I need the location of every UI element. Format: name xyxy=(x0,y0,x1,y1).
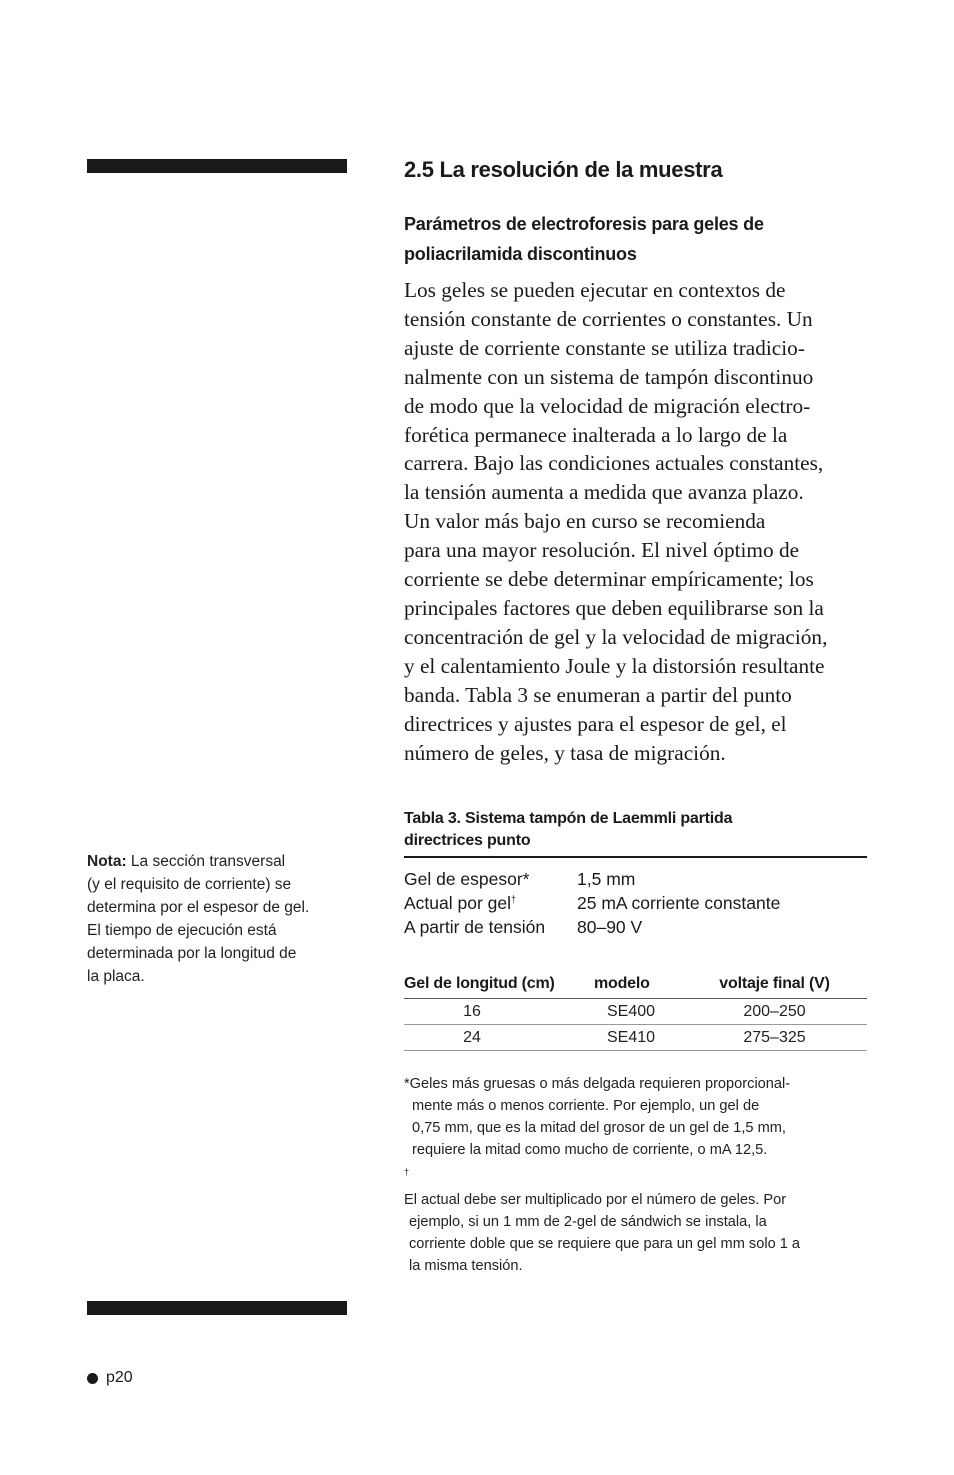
subheading-line: Parámetros de electroforesis para geles de xyxy=(404,214,764,234)
body-line: concentración de gel y la velocidad de migración, xyxy=(404,624,828,649)
table-cell: 200–250 xyxy=(682,999,867,1025)
page-footer xyxy=(87,1367,133,1389)
footnote-line xyxy=(404,1167,867,1211)
section-header xyxy=(404,150,867,190)
parameter-list xyxy=(404,867,780,939)
table-cell: SE400 xyxy=(580,999,682,1025)
param-row xyxy=(404,915,780,939)
caption-line: Tabla 3. Sistema tampón de Laemmli partida xyxy=(404,810,733,827)
footnote-line: requiere la mitad como mucho de corriente, o mA 12,5. xyxy=(412,1142,768,1158)
param-label-text: Actual por gel xyxy=(404,893,512,913)
footnotes xyxy=(404,1073,867,1283)
param-label xyxy=(404,915,577,939)
param-value: 1,5 mm xyxy=(577,869,636,889)
note-line: determinada por la longitud de xyxy=(87,945,297,962)
footnote-line: ejemplo, si un 1 mm de 2-gel de sándwich se instala, la xyxy=(409,1214,767,1230)
note-line xyxy=(87,850,349,873)
footnote-text: El actual debe ser multiplicado por el número de geles. Por xyxy=(404,1192,787,1208)
bullet-icon xyxy=(87,1373,98,1384)
subheading xyxy=(404,209,867,269)
body-line: Un valor más bajo en curso se recomienda xyxy=(404,509,766,534)
param-label-text: Gel de espesor* xyxy=(404,869,530,889)
footnote-line: *Geles más gruesas o más delgada requieren proporcional- xyxy=(404,1076,791,1092)
body-line: nalmente con un sistema de tampón discontinuo xyxy=(404,364,814,389)
footnote-line: corriente doble que se requiere que para un gel mm solo 1 a xyxy=(409,1236,801,1252)
body-line: tensión constante de corrientes o constantes. Un xyxy=(404,306,813,331)
body-line: banda. Tabla 3 se enumeran a partir del punto xyxy=(404,682,792,707)
body-line: ajuste de corriente constante se utiliza tradicio- xyxy=(404,335,805,360)
body-line: de modo que la velocidad de migración electro- xyxy=(404,393,811,418)
param-label xyxy=(404,891,577,915)
footnote-asterisk xyxy=(404,1073,867,1161)
param-label xyxy=(404,867,577,891)
body-line: para una mayor resolución. El nivel óptimo de xyxy=(404,538,800,563)
footnote-line: la misma tensión. xyxy=(409,1258,523,1274)
table-row xyxy=(404,1025,867,1051)
body-line: corriente se debe determinar empíricamente; los xyxy=(404,567,814,592)
top-rule xyxy=(87,159,347,173)
table-cell: SE410 xyxy=(580,1025,682,1051)
table-header-row xyxy=(404,970,867,999)
note-line: la placa. xyxy=(87,968,145,985)
body-line: y el calentamiento Joule y la distorsión resultante xyxy=(404,653,825,678)
param-value: 80–90 V xyxy=(577,917,643,937)
table-cell: 275–325 xyxy=(682,1025,867,1051)
side-note xyxy=(87,850,349,988)
subheading-line: poliacrilamida discontinuos xyxy=(404,244,637,264)
table-cell: 16 xyxy=(404,999,580,1025)
note-label: Nota: xyxy=(87,853,127,870)
param-label-text: A partir de tensión xyxy=(404,917,546,937)
column-header: modelo xyxy=(580,970,682,999)
data-table xyxy=(404,970,867,1051)
note-text: La sección transversal xyxy=(126,853,286,870)
table-cell: 24 xyxy=(404,1025,580,1051)
param-row xyxy=(404,867,780,891)
body-line: principales factores que deben equilibrarse son la xyxy=(404,595,824,620)
bottom-rule xyxy=(87,1301,347,1315)
table-row xyxy=(404,999,867,1025)
body-line: directrices y ajustes para el espesor de gel, el xyxy=(404,711,787,736)
note-line: El tiempo de ejecución está xyxy=(87,922,277,939)
dagger-mark: † xyxy=(404,1167,410,1177)
table-caption xyxy=(404,808,867,858)
note-line: (y el requisito de corriente) se xyxy=(87,876,292,893)
section-title: 2.5 La resolución de la muestra xyxy=(404,157,723,182)
param-value: 25 mA corriente constante xyxy=(577,893,781,913)
body-paragraph xyxy=(404,276,867,767)
footnote-dagger xyxy=(404,1167,867,1277)
body-line: carrera. Bajo las condiciones actuales constantes, xyxy=(404,451,824,476)
caption-line: directrices punto xyxy=(404,832,531,849)
dagger-mark: † xyxy=(511,894,517,904)
footnote-line: mente más o menos corriente. Por ejemplo, un gel de xyxy=(412,1098,760,1114)
param-row xyxy=(404,891,780,915)
body-line: Los geles se pueden ejecutar en contextos de xyxy=(404,278,786,302)
note-line: determina por el espesor de gel. xyxy=(87,899,310,916)
page-number: p20 xyxy=(106,1369,133,1386)
body-line: forética permanece inalterada a lo largo de la xyxy=(404,422,788,447)
column-header: voltaje final (V) xyxy=(682,970,867,999)
body-line: la tensión aumenta a medida que avanza plazo. xyxy=(404,480,804,505)
body-line: número de geles, y tasa de migración. xyxy=(404,740,726,765)
column-header: Gel de longitud (cm) xyxy=(404,970,580,999)
footnote-line: 0,75 mm, que es la mitad del grosor de un gel de 1,5 mm, xyxy=(412,1120,786,1136)
